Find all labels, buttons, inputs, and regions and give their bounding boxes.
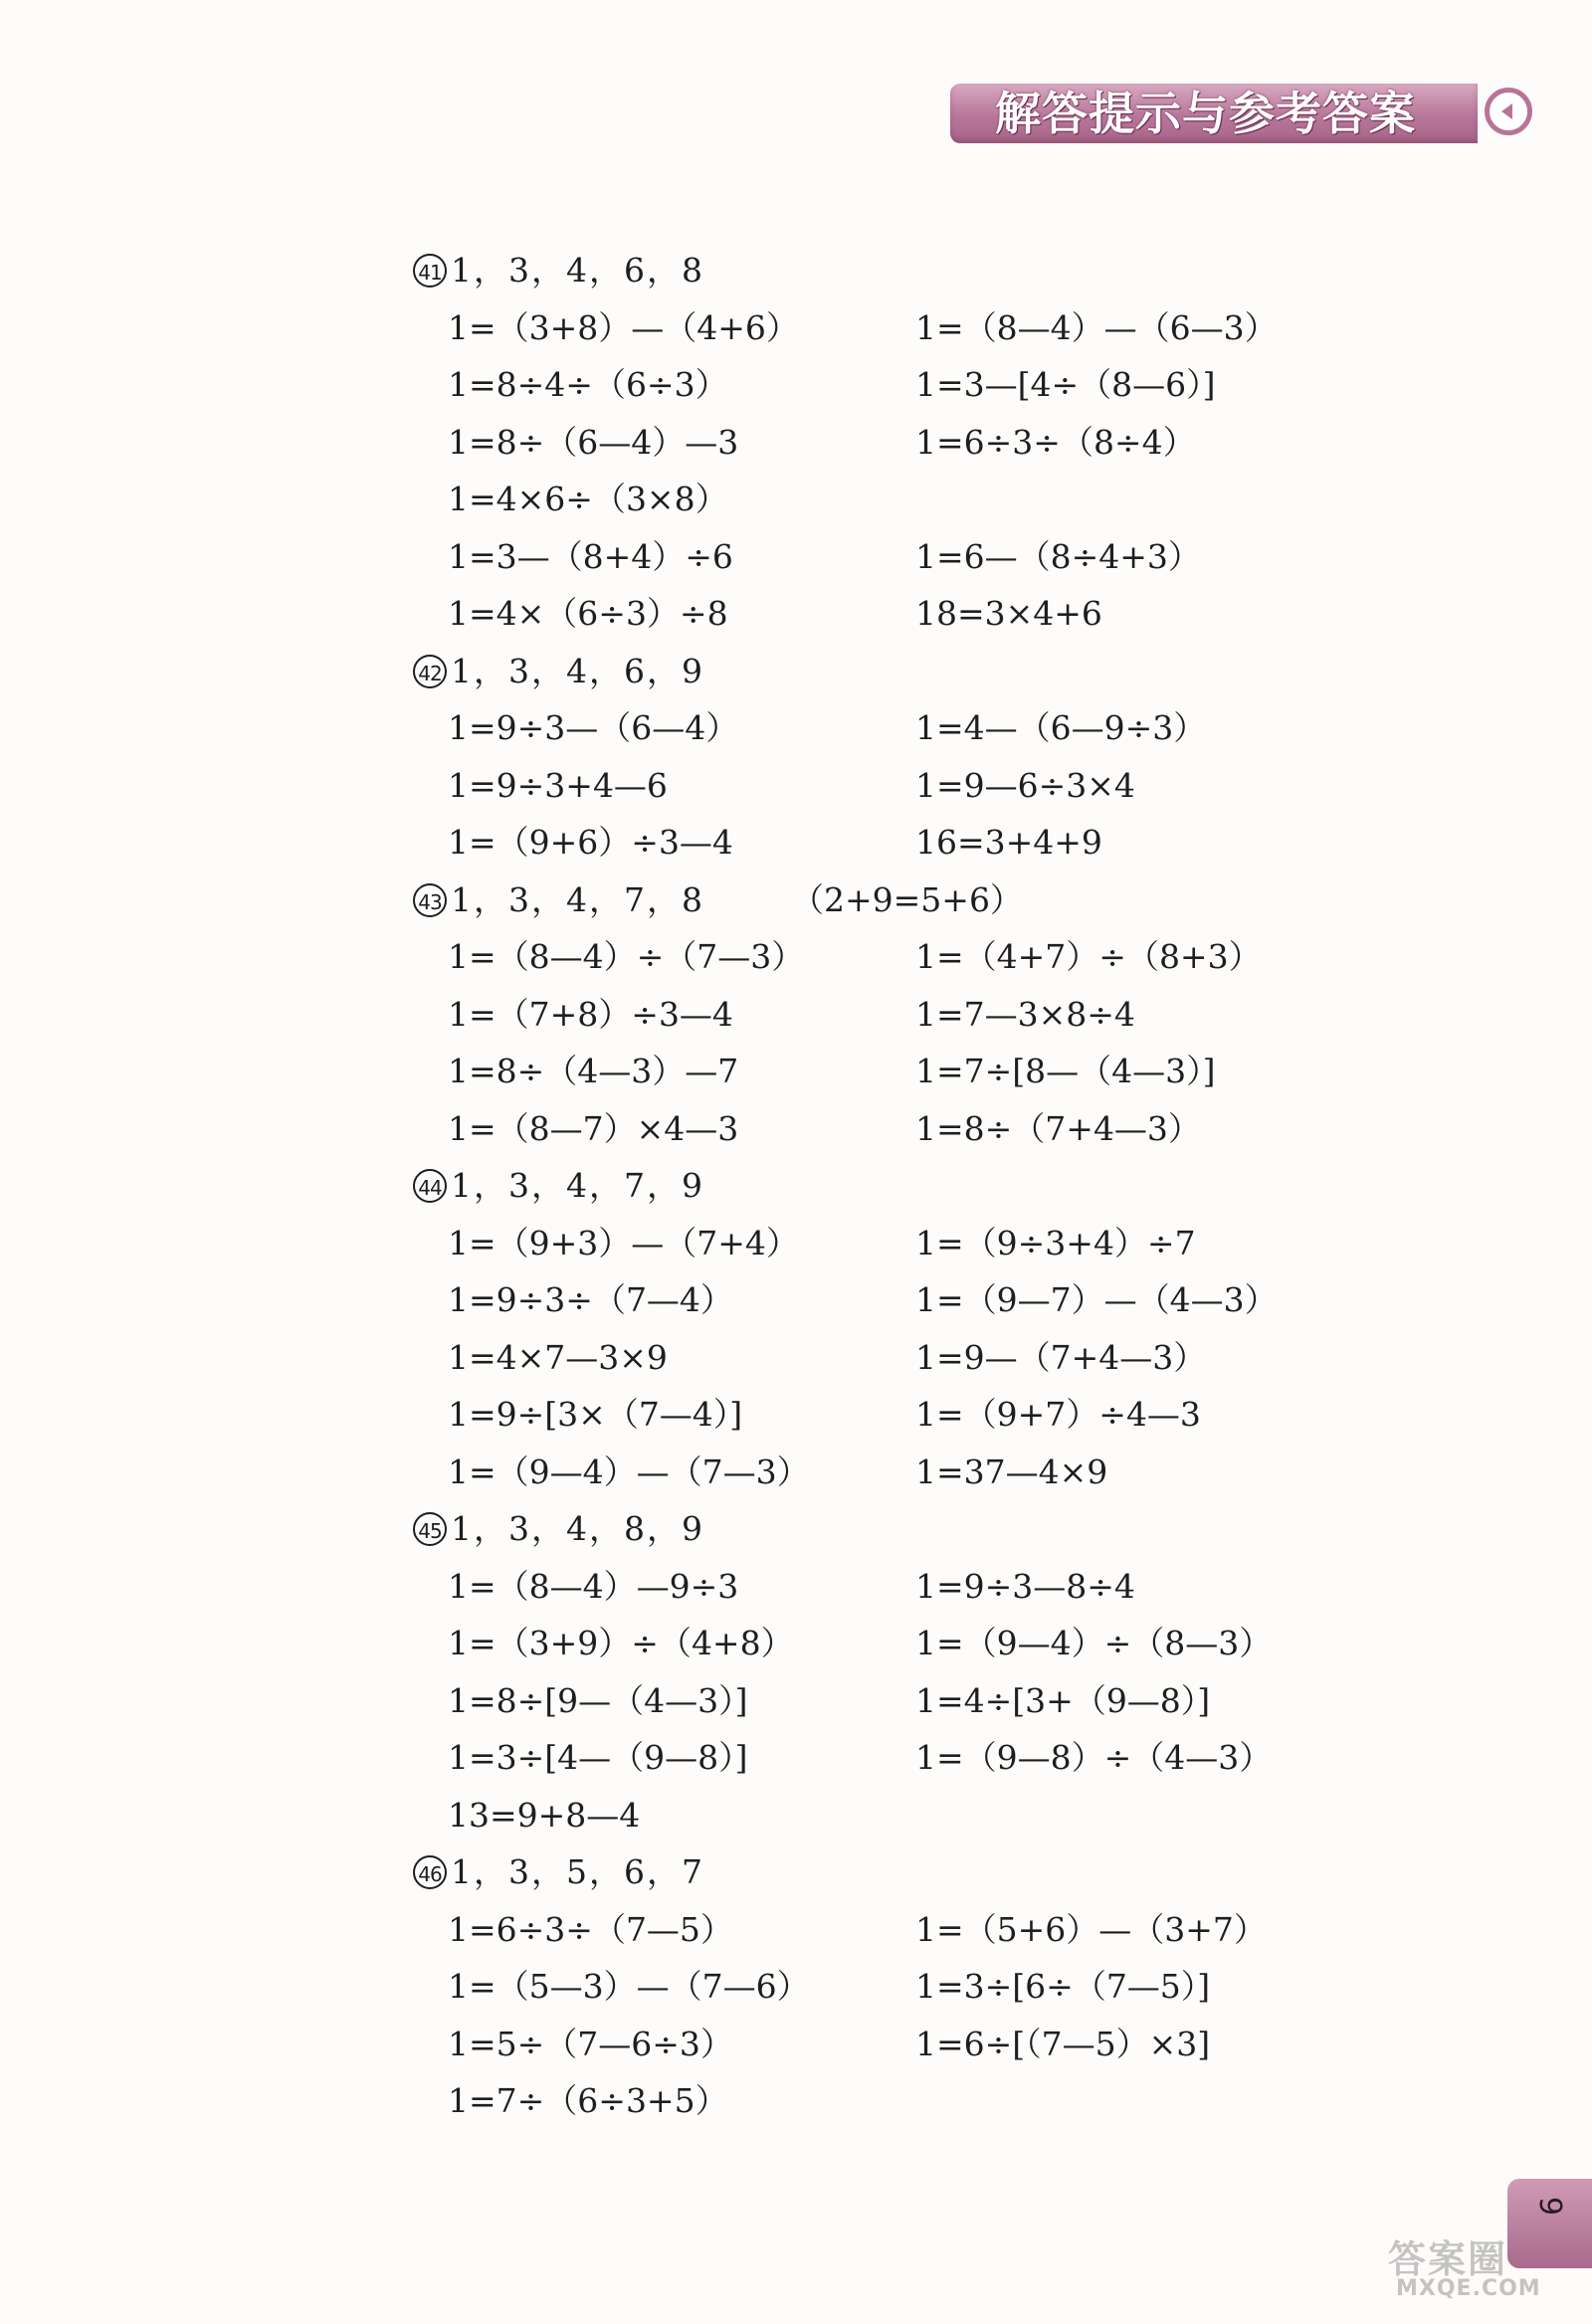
equation-left: 1=8÷4÷（6÷3） — [448, 365, 728, 404]
problem-numbers: 1，3，4，8，9 — [451, 1509, 704, 1548]
watermark-url: MXQE.COM — [1396, 2276, 1541, 2301]
problem-numbers: 1，3，4，6，9 — [451, 651, 704, 690]
equation-right: 1=6—（8÷4+3） — [915, 536, 1201, 576]
equation-right: 1=7÷[8—（4—3）] — [915, 1052, 1216, 1090]
equation-right: 1=9—6÷3×4 — [915, 765, 1135, 805]
equation-left: 1=（3+8）—（4+6） — [448, 307, 799, 347]
equation-right: 1=7—3×8÷4 — [915, 994, 1135, 1034]
problem-number-badge: 44 — [413, 1169, 447, 1203]
equation-left: 1=3—（8+4）÷6 — [448, 536, 733, 576]
equation-left: 1=7÷（6÷3+5） — [448, 2081, 728, 2120]
equation-right: 1=3—[4÷（8—6）] — [915, 365, 1216, 404]
equation-left: 1=4×（6÷3）÷8 — [448, 594, 728, 633]
equation-left: 1=（8—7）×4—3 — [448, 1108, 739, 1148]
equation-left: 1=（5—3）—（7—6） — [448, 1967, 810, 2006]
equation-right: 1=4÷[3+（9—8）] — [915, 1680, 1211, 1720]
problem-numbers: 1，3，4，7，9 — [451, 1166, 704, 1205]
equation-left: 1=9÷[3×（7—4）] — [448, 1395, 743, 1434]
equation-left: 1=（9+6）÷3—4 — [448, 823, 733, 862]
problem-numbers: 1，3，4，6，8 — [451, 251, 704, 290]
equation-right: 1=9—（7+4—3） — [915, 1337, 1207, 1377]
equation-left: 1=8÷（4—3）—7 — [448, 1052, 739, 1090]
page-title: 解答提示与参考答案 — [995, 87, 1416, 140]
equation-right: 1=（8—4）—（6—3） — [915, 307, 1278, 347]
problem-heading — [413, 652, 704, 691]
problem-number-badge: 41 — [413, 254, 447, 288]
problem-heading — [413, 1852, 704, 1892]
problem-heading — [413, 1166, 704, 1206]
equation-right: 1=6÷[（7—5）×3] — [915, 2024, 1211, 2063]
equation-left: 1=（9+3）—（7+4） — [448, 1223, 799, 1262]
problem-numbers: 1，3，5，6，7 — [451, 1852, 704, 1891]
equation-right: 1=（4+7）÷（8+3） — [915, 937, 1262, 976]
equation-right: 1=6÷3÷（8÷4） — [915, 422, 1196, 462]
equation-left: 1=8÷（6—4）—3 — [448, 422, 739, 462]
equation-left: 1=5÷（7—6÷3） — [448, 2024, 733, 2063]
problem-note: （2+9=5+6） — [791, 879, 1023, 919]
equation-right: 16=3+4+9 — [915, 823, 1102, 862]
equation-right: 1=（5+6）—（3+7） — [915, 1909, 1267, 1949]
problem-heading — [413, 880, 704, 920]
equation-left: 1=4×7—3×9 — [448, 1337, 668, 1377]
equation-right: 1=8÷（7+4—3） — [915, 1108, 1201, 1148]
equation-left: 1=（7+8）÷3—4 — [448, 994, 733, 1034]
equation-right: 1=（9—8）÷（4—3） — [915, 1738, 1273, 1777]
equation-left: 1=4×6÷（3×8） — [448, 480, 728, 518]
equation-left: 1=（8—4）÷（7—3） — [448, 937, 805, 976]
problem-heading — [413, 1509, 704, 1549]
equation-left: 1=9÷3÷（7—4） — [448, 1280, 733, 1319]
equation-right: 1=（9÷3+4）÷7 — [915, 1223, 1196, 1262]
problem-number-badge: 42 — [413, 655, 447, 688]
problem-number-badge: 46 — [413, 1855, 447, 1889]
problem-numbers: 1，3，4，7，8 — [451, 879, 704, 919]
equation-right: 1=（9—7）—（4—3） — [915, 1280, 1278, 1319]
equation-right: 1=37—4×9 — [915, 1452, 1108, 1491]
equation-left: 1=9÷3+4—6 — [448, 765, 668, 805]
equation-left: 1=3÷[4—（9—8）] — [448, 1738, 748, 1777]
equation-left: 1=6÷3÷（7—5） — [448, 1909, 733, 1949]
equation-right: 1=（9—4）÷（8—3） — [915, 1624, 1273, 1662]
equation-left: 13=9+8—4 — [448, 1795, 641, 1835]
equation-right: 1=4—（6—9÷3） — [915, 708, 1207, 747]
equation-left: 1=（3+9）÷（4+8） — [448, 1624, 794, 1662]
problem-number-badge: 43 — [413, 883, 447, 917]
watermark-logo: 答案圈 — [1388, 2237, 1508, 2281]
problem-number-badge: 45 — [413, 1512, 447, 1546]
equation-left: 1=（9—4）—（7—3） — [448, 1452, 810, 1491]
equation-right: 1=（9+7）÷4—3 — [915, 1395, 1201, 1434]
equation-right: 1=3÷[6÷（7—5）] — [915, 1967, 1211, 2006]
equation-left: 1=（8—4）—9÷3 — [448, 1566, 739, 1606]
problem-heading — [413, 251, 704, 290]
equation-right: 1=9÷3—8÷4 — [915, 1566, 1135, 1606]
page-number: 9 — [1532, 2196, 1568, 2217]
equation-right: 18=3×4+6 — [915, 594, 1102, 633]
equation-left: 1=8÷[9—（4—3）] — [448, 1680, 748, 1720]
watermark — [1388, 2228, 1587, 2318]
equation-left: 1=9÷3—（6—4） — [448, 708, 739, 747]
